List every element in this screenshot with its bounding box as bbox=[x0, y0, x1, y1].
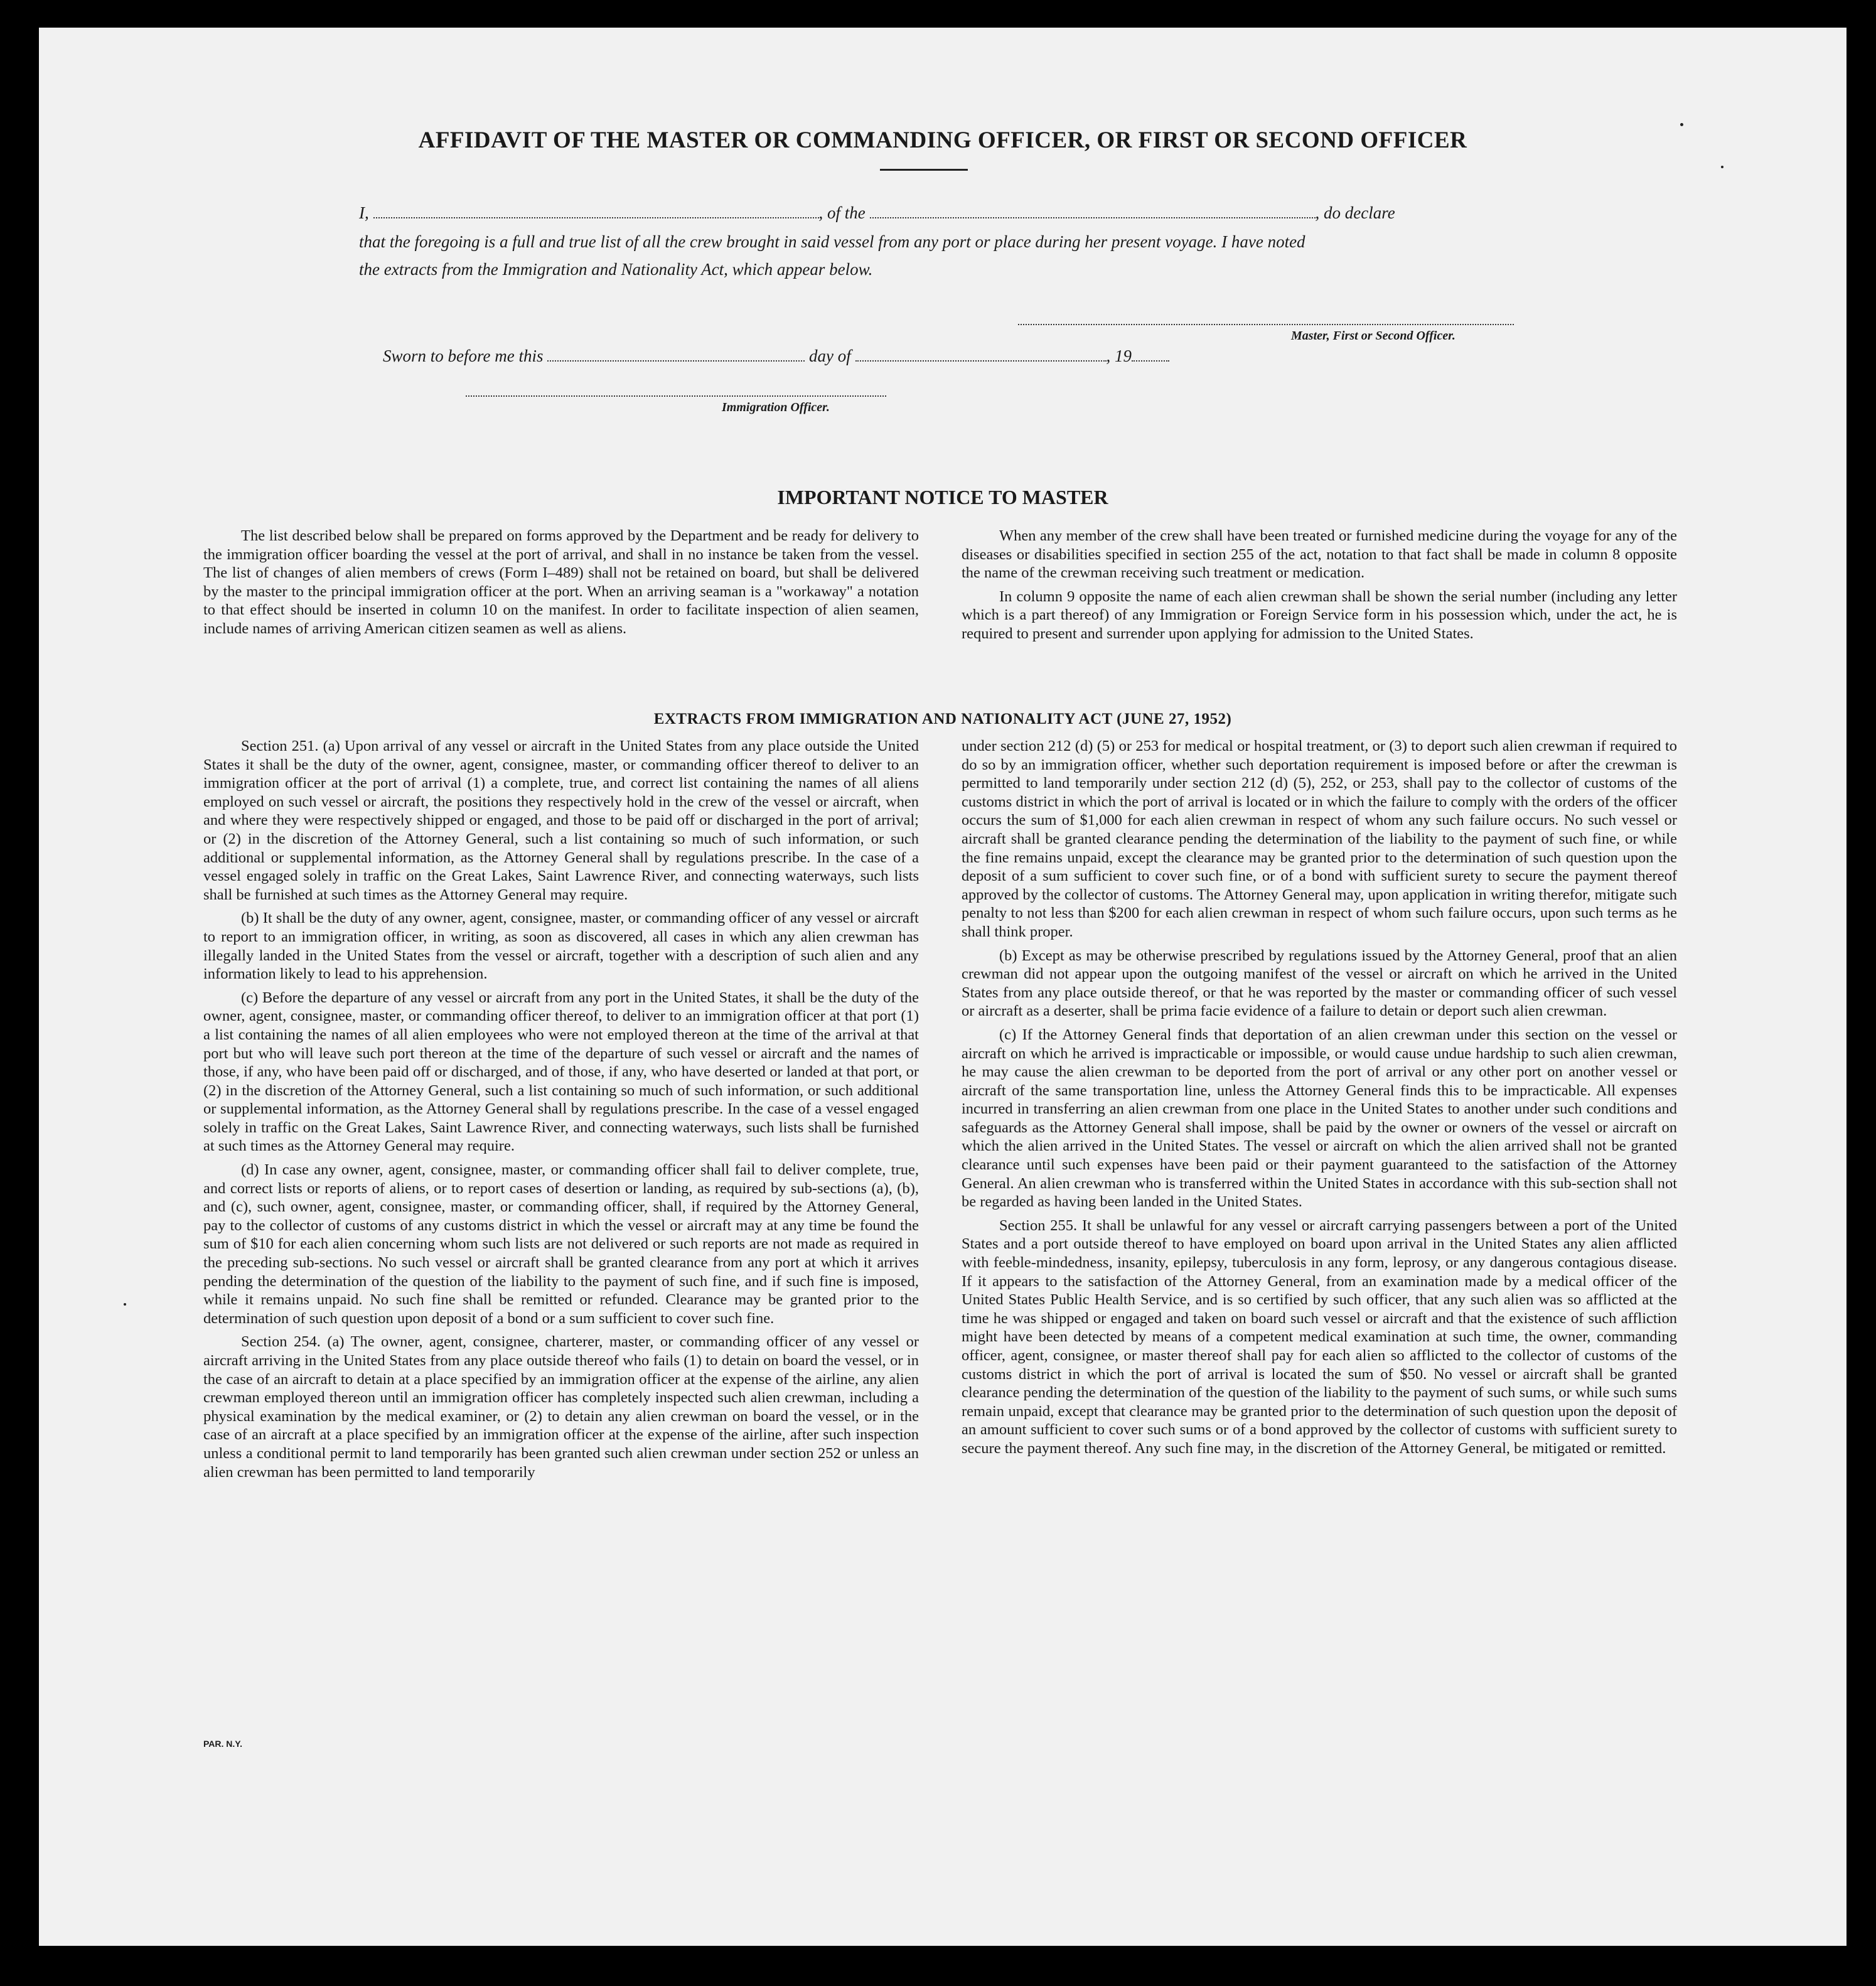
declarant-name-field[interactable] bbox=[373, 212, 819, 218]
title-divider bbox=[880, 169, 968, 171]
section-251-d: (d) In case any owner, agent, consignee, master, or commanding officer shall fail to deliver complete, true, and correct lists or reports of aliens, or to report cases of desertion or landing, as required by sub-sections (a), (b), and (c), such owner, agent, consignee, master, or commanding officer, shall, if required by the Attorney General, pay to the collector of customs of any customs district in which the vessel or aircraft may at any time be found the sum of $10 for each alien concerning whom such lists are not delivered or such reports are not made as required in the preceding sub-sections. No such vessel or aircraft shall be granted clearance from any port at which it arrives pending the determination of the question of the liability to the payment of such fine, and if such fine is imposed, while it remains unpaid. No such fine shall be remitted or refunded. Clearance may be granted prior to the determination of such question upon deposit of a bond or a sum sufficient to cover such fine. bbox=[203, 1161, 919, 1327]
year-prefix-text: , 19 bbox=[1106, 346, 1132, 365]
scan-speck bbox=[1680, 123, 1683, 126]
sworn-day-field[interactable] bbox=[547, 355, 805, 362]
notice-left-column bbox=[203, 527, 919, 643]
notice-right-paragraph-2: In column 9 opposite the name of each alien crewman shall be shown the serial number (including any letter which is a part thereof) of any Immigration or Foreign Service form in his possession which, under the act, he is required to present and surrender upon applying for admission to the United States. bbox=[962, 588, 1677, 642]
section-254-a-continued: under section 212 (d) (5) or 253 for medical or hospital treatment, or (3) to deport such alien crewman if required to do so by an immigration officer, whether such deportation requirement is imposed before or after the crewman is permitted to land temporarily under section 212 (d) (5), 252, or 253, shall pay to the collector of customs of the customs district in which the port of arrival is located or in which the failure to comply with the orders of the officer occurs the sum of $1,000 for each alien crewman in respect of whom any such failure occurs. No such vessel or aircraft shall be granted clearance pending the determination of the liability to the payment of such fine, or while the fine remains unpaid, except the clearance may be granted prior to the determination of such question upon the deposit of a sum sufficient to cover such fine, or of a bond with sufficient surety to secure the payment thereof approved by the collector of customs. The Attorney General may, upon application in writing therefor, mitigate such penalty to not less than $200 for each alien crewman in respect of whom such failure occurs, upon such terms as he shall think proper. bbox=[962, 738, 1677, 940]
section-254-c: (c) If the Attorney General finds that deportation of an alien crewman under this section on the vessel or aircraft on which he arrived is impracticable or impossible, or would cause undue hardship to such alien crewman, he may cause the alien crewman to be deported from the port of arrival or any other port on another vessel or aircraft of the same transportation line, unless the Attorney General finds this to be impracticable. All expenses incurred in transferring an alien crewman from one place in the United States to another under such conditions and safeguards as the Attorney General shall impose, shall be paid by the owner or owners of the vessel or aircraft on which the alien arrived in the United States. The vessel or aircraft on which the alien arrived shall not be granted clearance until such expenses have been paid or their payment guaranteed to the satisfaction of the Attorney General. An alien crewman who is transferred within the United States in accordance with this sub-section shall not be regarded as having been landed in the United States. bbox=[962, 1026, 1677, 1211]
section-255: Section 255. It shall be unlawful for any vessel or aircraft carrying passengers between a port of the United States and a port outside thereof to have employed on board upon arrival in the United States any alien afflicted with feeble-mindedness, insanity, epilepsy, tuberculosis in any form, leprosy, or any dangerous contagious disease. If it appears to the satisfaction of the Attorney General, from an examination made by a medical officer of the United States Public Health Service, and is so certified by such officer, that any such alien was so afflicted at the time he was shipped or engaged and taken on board such vessel or aircraft and that the existence of such affliction might have been detected by means of a competent medical examination at such time, the owner, commanding officer, agent, consignee, or master thereof shall pay for each alien so afflicted to the collector of customs of the customs district in which the port of arrival is located the sum of $50. No vessel or aircraft shall be granted clearance pending the determination of the question of the liability to the payment of such sums, or while such sums remain unpaid, except that clearance may be granted prior to the determination of such question upon the deposit of an amount sufficient to cover such sums or of a bond approved by the collector of customs with sufficient surety to secure the payment thereof. Any such fine may, in the discretion of the Attorney General, be mitigated or remitted. bbox=[962, 1216, 1677, 1457]
immigration-officer-label: Immigration Officer. bbox=[722, 400, 830, 414]
scan-speck bbox=[124, 1303, 126, 1306]
sworn-text: Sworn to before me this bbox=[383, 346, 544, 365]
extracts-title: EXTRACTS FROM IMMIGRATION AND NATIONALITY ACT (JUNE 27, 1952) bbox=[653, 711, 1232, 727]
declarant-prefix: I, bbox=[359, 203, 369, 222]
immigration-officer-signature-field[interactable] bbox=[466, 395, 886, 397]
vessel-name-field[interactable] bbox=[870, 212, 1316, 218]
section-254-a: Section 254. (a) The owner, agent, consignee, charterer, master, or commanding officer of any vessel or aircraft arriving in the United States from any place outside thereof who fails (1) to detain on board the vessel, or in the case of an aircraft to detain at a place specified by an immigration officer at the expense of the airline, any alien crewman employed thereon until an immigration officer has completely inspected such alien crewman, including a physical examination by the medical examiner, or (2) to detain any alien crewman on board the vessel, or in the case of an aircraft at a place specified by an immigration officer at the expense of the airline, after such inspection unless a conditional permit to land temporarily has been granted such alien crewman under section 252 or unless an alien crewman has been permitted to land temporarily bbox=[203, 1333, 919, 1481]
day-of-text: day of bbox=[809, 346, 851, 365]
master-signature-field[interactable] bbox=[1018, 324, 1514, 325]
sworn-line bbox=[383, 346, 1169, 366]
notice-right-paragraph-1: When any member of the crew shall have been treated or furnished medicine during the voyage for any of the diseases or disabilities specified in section 255 of the act, notation to that fact shall be made in column 8 opposite the name of the crewman receiving such treatment or medication. bbox=[962, 527, 1677, 582]
extracts-left-column bbox=[203, 737, 919, 1486]
printer-mark: PAR. N.Y. bbox=[203, 1739, 242, 1749]
scan-speck bbox=[1721, 166, 1723, 168]
sworn-month-field[interactable] bbox=[855, 355, 1107, 362]
section-254-b: (b) Except as may be otherwise prescribed by regulations issued by the Attorney General, proof that an alien crewman did not appear upon the outgoing manifest of the vessel or aircraft on which he arrived in the United States from any place outside thereof, or that he was reported by the master or commanding officer of such vessel or aircraft as a deserter, shall be prima facie evidence of a failure to detain or deport such alien crewman. bbox=[962, 947, 1677, 1020]
notice-right-column bbox=[962, 527, 1677, 648]
section-251-b: (b) It shall be the duty of any owner, agent, consignee, master, or commanding officer of any vessel or aircraft to report to an immigration officer, in writing, as soon as discovered, all cases in which any alien crewman has illegally landed in the United States from the vessel or aircraft, together with a description of such alien and any information likely to lead to his apprehension. bbox=[203, 910, 919, 983]
notice-left-paragraph: The list described below shall be prepared on forms approved by the Department and be ready for delivery to the immigration officer boarding the vessel at the port of arrival, and shall in no instance be taken from the vessel. The list of changes of alien members of crews (Form I–489) shall not be retained on board, but shall be delivered by the master to the principal immigration officer at the port. When an arriving seaman is a "workaway" a notation to that effect should be inserted in column 10 on the manifest. In order to facilitate inspection of alien seamen, include names of arriving American citizen seamen as well as aliens. bbox=[203, 527, 919, 637]
master-signature-label: Master, First or Second Officer. bbox=[1291, 329, 1455, 343]
section-251-a: Section 251. (a) Upon arrival of any vessel or aircraft in the United States from any place outside the United States it shall be the duty of the owner, agent, consignee, master, or commanding officer thereof to deliver to an immigration officer at the port of arrival (1) a complete, true, and correct list containing the names of all aliens employed on such vessel or aircraft, the positions they respectively hold in the crew of the vessel or aircraft, when and where they were respectively shipped or engaged, and those to be paid off or discharged in the port of arrival; or (2) in the discretion of the Attorney General, such a list containing so much of such information, or such additional or supplemental information, as the Attorney General shall by regulations prescribe. In the case of a vessel engaged solely in traffic on the Great Lakes, Saint Lawrence River, and connecting waterways, such lists shall be furnished at such times as the Attorney General may require. bbox=[203, 738, 919, 903]
declaration-line-2: that the foregoing is a full and true list of all the crew brought in said vessel from any port or place during her present voyage. I have noted bbox=[359, 232, 1305, 251]
of-the-text: , of the bbox=[818, 203, 866, 222]
declaration-line-3: the extracts from the Immigration and Nationality Act, which appear below. bbox=[359, 260, 873, 279]
declaration-line-1 bbox=[359, 203, 1395, 223]
do-declare-text: , do declare bbox=[1315, 203, 1395, 222]
extracts-right-column bbox=[962, 737, 1677, 1463]
affidavit-title: AFFIDAVIT OF THE MASTER OR COMMANDING OFFICER, OR FIRST OR SECOND OFFICER bbox=[418, 127, 1467, 153]
notice-title: IMPORTANT NOTICE TO MASTER bbox=[777, 486, 1108, 508]
sworn-year-field[interactable] bbox=[1132, 355, 1169, 362]
form-page bbox=[39, 28, 1847, 1946]
section-251-c: (c) Before the departure of any vessel or aircraft from any port in the United States, it shall be the duty of the owner, agent, consignee, master, or commanding officer thereof, to deliver to an immigration officer at that port (1) a list containing the names of all alien employees who were not employed thereon at the time of the arrival at that port but who will leave such port thereon at the time of the departure of such vessel or aircraft and the names of those, if any, who have been paid off or discharged, and of those, if any, who have deserted or landed at that port, or (2) in the discretion of the Attorney General, such a list containing so much of such information, or such additional or supplemental information, as the Attorney General shall by regulations prescribe. In the case of a vessel engaged solely in traffic on the Great Lakes, Saint Lawrence River, and connecting waterways, such lists shall be furnished at such times as the Attorney General may require. bbox=[203, 989, 919, 1155]
